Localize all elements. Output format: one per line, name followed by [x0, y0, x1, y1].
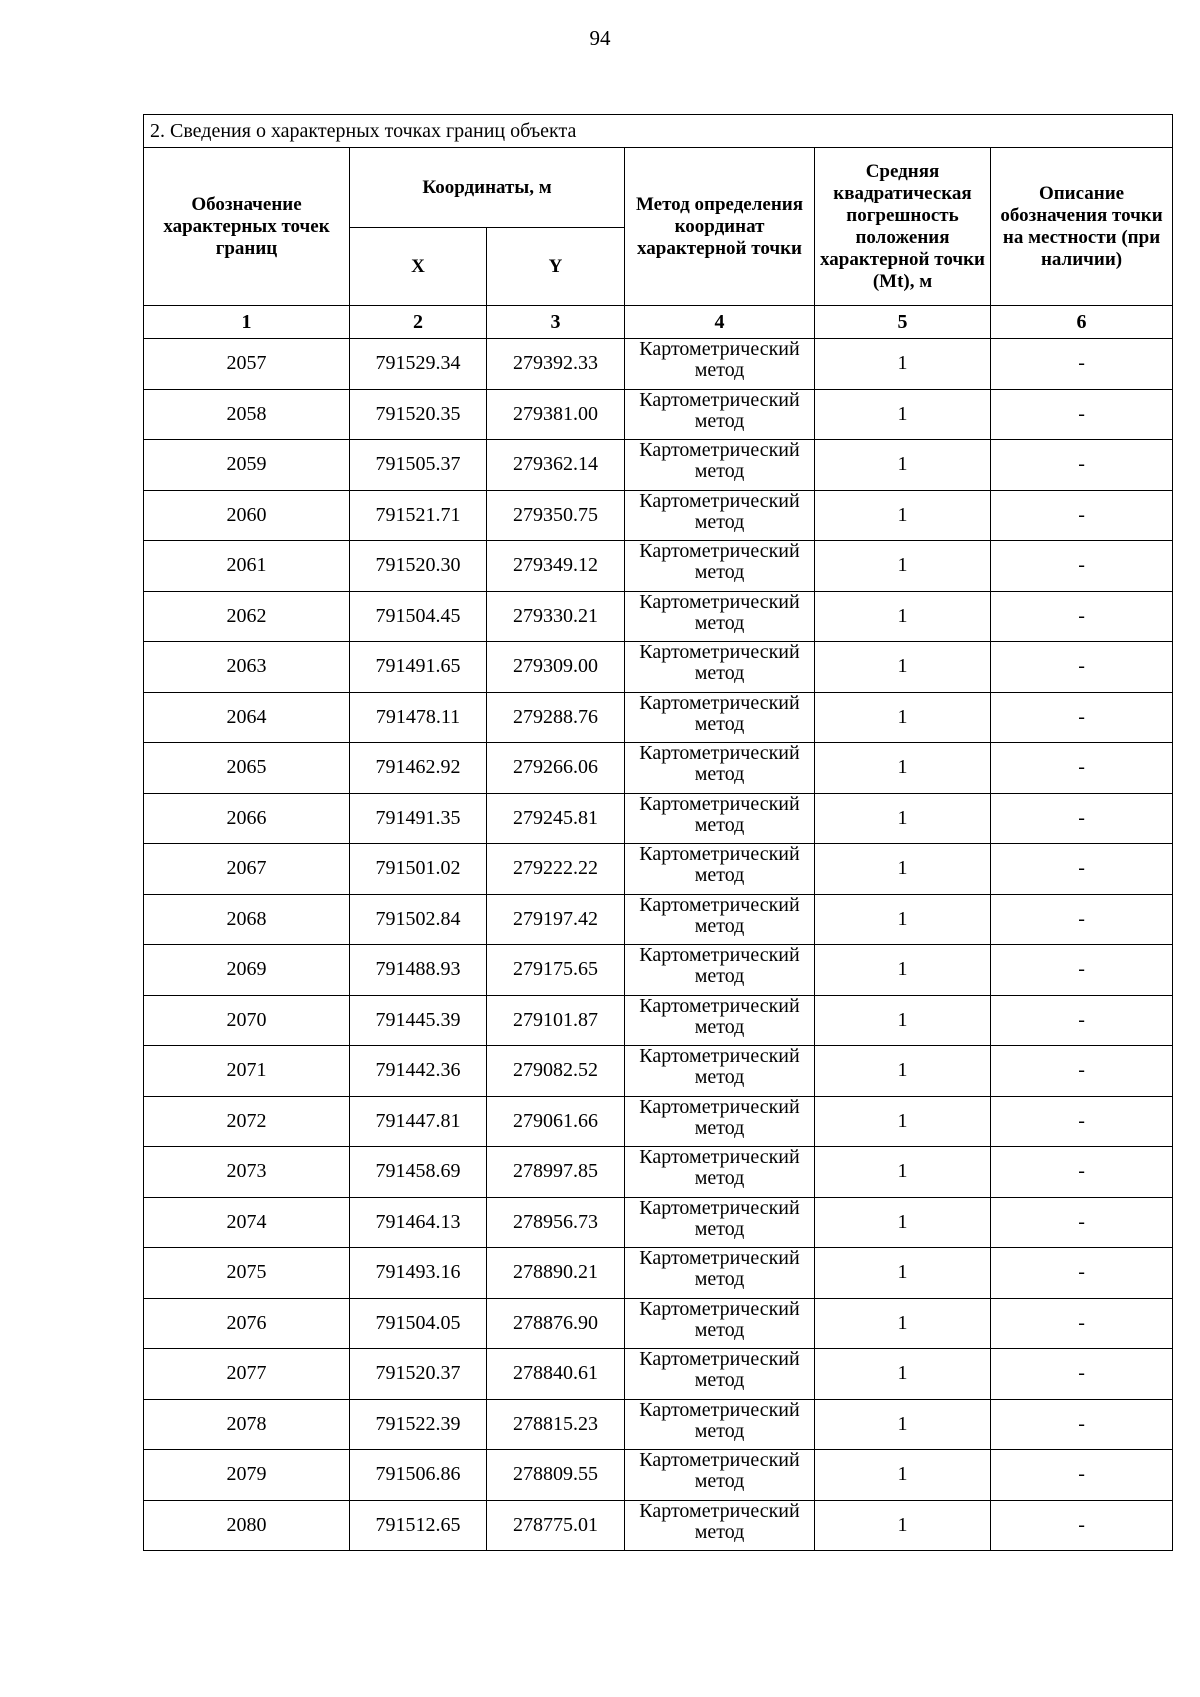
mt-error-cell: 1	[815, 692, 991, 743]
table-row	[144, 1096, 1173, 1147]
y-coordinate-cell: 278815.23	[487, 1399, 625, 1450]
x-coordinate-cell: 791442.36	[350, 1046, 487, 1097]
description-cell: -	[991, 1399, 1173, 1450]
method-cell: Картометрический метод	[625, 1450, 815, 1501]
description-cell: -	[991, 1147, 1173, 1198]
description-cell: -	[991, 1046, 1173, 1097]
method-cell: Картометрический метод	[625, 1298, 815, 1349]
table-row	[144, 844, 1173, 895]
mt-error-cell: 1	[815, 591, 991, 642]
table-row	[144, 692, 1173, 743]
description-cell: -	[991, 1500, 1173, 1551]
table-row	[144, 1450, 1173, 1501]
table-row	[144, 945, 1173, 996]
description-cell: -	[991, 945, 1173, 996]
point-id-cell: 2076	[144, 1298, 350, 1349]
y-coordinate-cell: 279175.65	[487, 945, 625, 996]
x-coordinate-cell: 791520.30	[350, 541, 487, 592]
point-id-cell: 2080	[144, 1500, 350, 1551]
x-coordinate-cell: 791447.81	[350, 1096, 487, 1147]
method-cell: Картометрический метод	[625, 339, 815, 390]
description-cell: -	[991, 793, 1173, 844]
y-coordinate-cell: 278956.73	[487, 1197, 625, 1248]
method-cell: Картометрический метод	[625, 1147, 815, 1198]
method-cell: Картометрический метод	[625, 1399, 815, 1450]
x-coordinate-cell: 791522.39	[350, 1399, 487, 1450]
y-coordinate-cell: 278840.61	[487, 1349, 625, 1400]
mt-error-cell: 1	[815, 995, 991, 1046]
mt-error-cell: 1	[815, 1500, 991, 1551]
x-coordinate-cell: 791493.16	[350, 1248, 487, 1299]
x-coordinate-cell: 791504.45	[350, 591, 487, 642]
method-cell: Картометрический метод	[625, 541, 815, 592]
y-coordinate-cell: 278876.90	[487, 1298, 625, 1349]
table-row	[144, 1147, 1173, 1198]
method-cell: Картометрический метод	[625, 1248, 815, 1299]
method-cell: Картометрический метод	[625, 389, 815, 440]
table-row	[144, 591, 1173, 642]
point-id-cell: 2065	[144, 743, 350, 794]
x-coordinate-cell: 791462.92	[350, 743, 487, 794]
column-number: 6	[991, 306, 1173, 339]
mt-error-cell: 1	[815, 1298, 991, 1349]
mt-error-cell: 1	[815, 642, 991, 693]
table-row	[144, 642, 1173, 693]
method-cell: Картометрический метод	[625, 1500, 815, 1551]
mt-error-cell: 1	[815, 945, 991, 996]
column-number: 2	[350, 306, 487, 339]
mt-error-cell: 1	[815, 1197, 991, 1248]
mt-error-cell: 1	[815, 1399, 991, 1450]
table-row	[144, 793, 1173, 844]
point-id-cell: 2059	[144, 440, 350, 491]
table-row	[144, 894, 1173, 945]
description-cell: -	[991, 440, 1173, 491]
column-number: 5	[815, 306, 991, 339]
y-coordinate-cell: 278890.21	[487, 1248, 625, 1299]
y-coordinate-cell: 279330.21	[487, 591, 625, 642]
header-method: Метод определения координат характерной точки	[625, 148, 815, 306]
mt-error-cell: 1	[815, 793, 991, 844]
mt-error-cell: 1	[815, 440, 991, 491]
mt-error-cell: 1	[815, 844, 991, 895]
point-id-cell: 2070	[144, 995, 350, 1046]
point-id-cell: 2073	[144, 1147, 350, 1198]
method-cell: Картометрический метод	[625, 844, 815, 895]
method-cell: Картометрический метод	[625, 642, 815, 693]
y-coordinate-cell: 279309.00	[487, 642, 625, 693]
method-cell: Картометрический метод	[625, 490, 815, 541]
table-row	[144, 1197, 1173, 1248]
description-cell: -	[991, 743, 1173, 794]
point-id-cell: 2058	[144, 389, 350, 440]
table-row	[144, 1399, 1173, 1450]
point-id-cell: 2062	[144, 591, 350, 642]
y-coordinate-cell: 278997.85	[487, 1147, 625, 1198]
table-row	[144, 743, 1173, 794]
x-coordinate-cell: 791529.34	[350, 339, 487, 390]
x-coordinate-cell: 791458.69	[350, 1147, 487, 1198]
x-coordinate-cell: 791491.65	[350, 642, 487, 693]
description-cell: -	[991, 1197, 1173, 1248]
x-coordinate-cell: 791464.13	[350, 1197, 487, 1248]
table-row	[144, 389, 1173, 440]
point-id-cell: 2079	[144, 1450, 350, 1501]
column-number-row	[144, 306, 1173, 339]
header-description: Описание обозначения точки на местности (при наличии)	[991, 148, 1173, 306]
y-coordinate-cell: 279101.87	[487, 995, 625, 1046]
table-row	[144, 1500, 1173, 1551]
x-coordinate-cell: 791505.37	[350, 440, 487, 491]
y-coordinate-cell: 279082.52	[487, 1046, 625, 1097]
point-id-cell: 2075	[144, 1248, 350, 1299]
x-coordinate-cell: 791478.11	[350, 692, 487, 743]
header-y: Y	[487, 228, 625, 306]
table-row	[144, 1046, 1173, 1097]
x-coordinate-cell: 791488.93	[350, 945, 487, 996]
x-coordinate-cell: 791520.37	[350, 1349, 487, 1400]
mt-error-cell: 1	[815, 490, 991, 541]
table-row	[144, 1349, 1173, 1400]
description-cell: -	[991, 1349, 1173, 1400]
description-cell: -	[991, 894, 1173, 945]
method-cell: Картометрический метод	[625, 743, 815, 794]
y-coordinate-cell: 279392.33	[487, 339, 625, 390]
column-number: 4	[625, 306, 815, 339]
method-cell: Картометрический метод	[625, 1046, 815, 1097]
y-coordinate-cell: 279245.81	[487, 793, 625, 844]
mt-error-cell: 1	[815, 1147, 991, 1198]
method-cell: Картометрический метод	[625, 793, 815, 844]
point-id-cell: 2078	[144, 1399, 350, 1450]
mt-error-cell: 1	[815, 1248, 991, 1299]
y-coordinate-cell: 279266.06	[487, 743, 625, 794]
method-cell: Картометрический метод	[625, 945, 815, 996]
y-coordinate-cell: 279288.76	[487, 692, 625, 743]
page-number: 94	[589, 26, 611, 50]
description-cell: -	[991, 541, 1173, 592]
point-id-cell: 2069	[144, 945, 350, 996]
y-coordinate-cell: 279222.22	[487, 844, 625, 895]
description-cell: -	[991, 339, 1173, 390]
point-id-cell: 2057	[144, 339, 350, 390]
description-cell: -	[991, 1248, 1173, 1299]
y-coordinate-cell: 278775.01	[487, 1500, 625, 1551]
point-id-cell: 2066	[144, 793, 350, 844]
point-id-cell: 2077	[144, 1349, 350, 1400]
description-cell: -	[991, 1096, 1173, 1147]
section-title: 2. Сведения о характерных точках границ объекта	[144, 115, 1173, 148]
point-id-cell: 2060	[144, 490, 350, 541]
description-cell: -	[991, 1298, 1173, 1349]
y-coordinate-cell: 279349.12	[487, 541, 625, 592]
x-coordinate-cell: 791521.71	[350, 490, 487, 541]
method-cell: Картометрический метод	[625, 1096, 815, 1147]
header-coordinates: Координаты, м	[350, 148, 625, 228]
table-row	[144, 541, 1173, 592]
mt-error-cell: 1	[815, 1349, 991, 1400]
method-cell: Картометрический метод	[625, 440, 815, 491]
y-coordinate-cell: 279350.75	[487, 490, 625, 541]
x-coordinate-cell: 791445.39	[350, 995, 487, 1046]
x-coordinate-cell: 791506.86	[350, 1450, 487, 1501]
description-cell: -	[991, 844, 1173, 895]
point-id-cell: 2071	[144, 1046, 350, 1097]
table-body	[144, 339, 1173, 1551]
mt-error-cell: 1	[815, 743, 991, 794]
table-row	[144, 440, 1173, 491]
description-cell: -	[991, 490, 1173, 541]
point-id-cell: 2064	[144, 692, 350, 743]
table-row	[144, 490, 1173, 541]
x-coordinate-cell: 791501.02	[350, 844, 487, 895]
table-row	[144, 1298, 1173, 1349]
description-cell: -	[991, 389, 1173, 440]
mt-error-cell: 1	[815, 1046, 991, 1097]
column-number: 1	[144, 306, 350, 339]
description-cell: -	[991, 995, 1173, 1046]
description-cell: -	[991, 591, 1173, 642]
point-id-cell: 2072	[144, 1096, 350, 1147]
point-id-cell: 2074	[144, 1197, 350, 1248]
point-id-cell: 2067	[144, 844, 350, 895]
boundary-points-table	[143, 114, 1173, 1551]
header-designation: Обозначение характерных точек границ	[144, 148, 350, 306]
x-coordinate-cell: 791504.05	[350, 1298, 487, 1349]
mt-error-cell: 1	[815, 894, 991, 945]
x-coordinate-cell: 791512.65	[350, 1500, 487, 1551]
mt-error-cell: 1	[815, 339, 991, 390]
y-coordinate-cell: 278809.55	[487, 1450, 625, 1501]
mt-error-cell: 1	[815, 1450, 991, 1501]
y-coordinate-cell: 279381.00	[487, 389, 625, 440]
mt-error-cell: 1	[815, 389, 991, 440]
y-coordinate-cell: 279061.66	[487, 1096, 625, 1147]
description-cell: -	[991, 642, 1173, 693]
point-id-cell: 2068	[144, 894, 350, 945]
y-coordinate-cell: 279197.42	[487, 894, 625, 945]
mt-error-cell: 1	[815, 1096, 991, 1147]
method-cell: Картометрический метод	[625, 1349, 815, 1400]
description-cell: -	[991, 692, 1173, 743]
description-cell: -	[991, 1450, 1173, 1501]
mt-error-cell: 1	[815, 541, 991, 592]
method-cell: Картометрический метод	[625, 894, 815, 945]
method-cell: Картометрический метод	[625, 591, 815, 642]
method-cell: Картометрический метод	[625, 1197, 815, 1248]
header-x: X	[350, 228, 487, 306]
x-coordinate-cell: 791502.84	[350, 894, 487, 945]
point-id-cell: 2063	[144, 642, 350, 693]
point-id-cell: 2061	[144, 541, 350, 592]
y-coordinate-cell: 279362.14	[487, 440, 625, 491]
header-error: Средняя квадратическая погрешность положения характерной точки (Mt), м	[815, 148, 991, 306]
table-row	[144, 995, 1173, 1046]
method-cell: Картометрический метод	[625, 692, 815, 743]
method-cell: Картометрический метод	[625, 995, 815, 1046]
column-number: 3	[487, 306, 625, 339]
table-row	[144, 1248, 1173, 1299]
x-coordinate-cell: 791520.35	[350, 389, 487, 440]
table-row	[144, 339, 1173, 390]
x-coordinate-cell: 791491.35	[350, 793, 487, 844]
